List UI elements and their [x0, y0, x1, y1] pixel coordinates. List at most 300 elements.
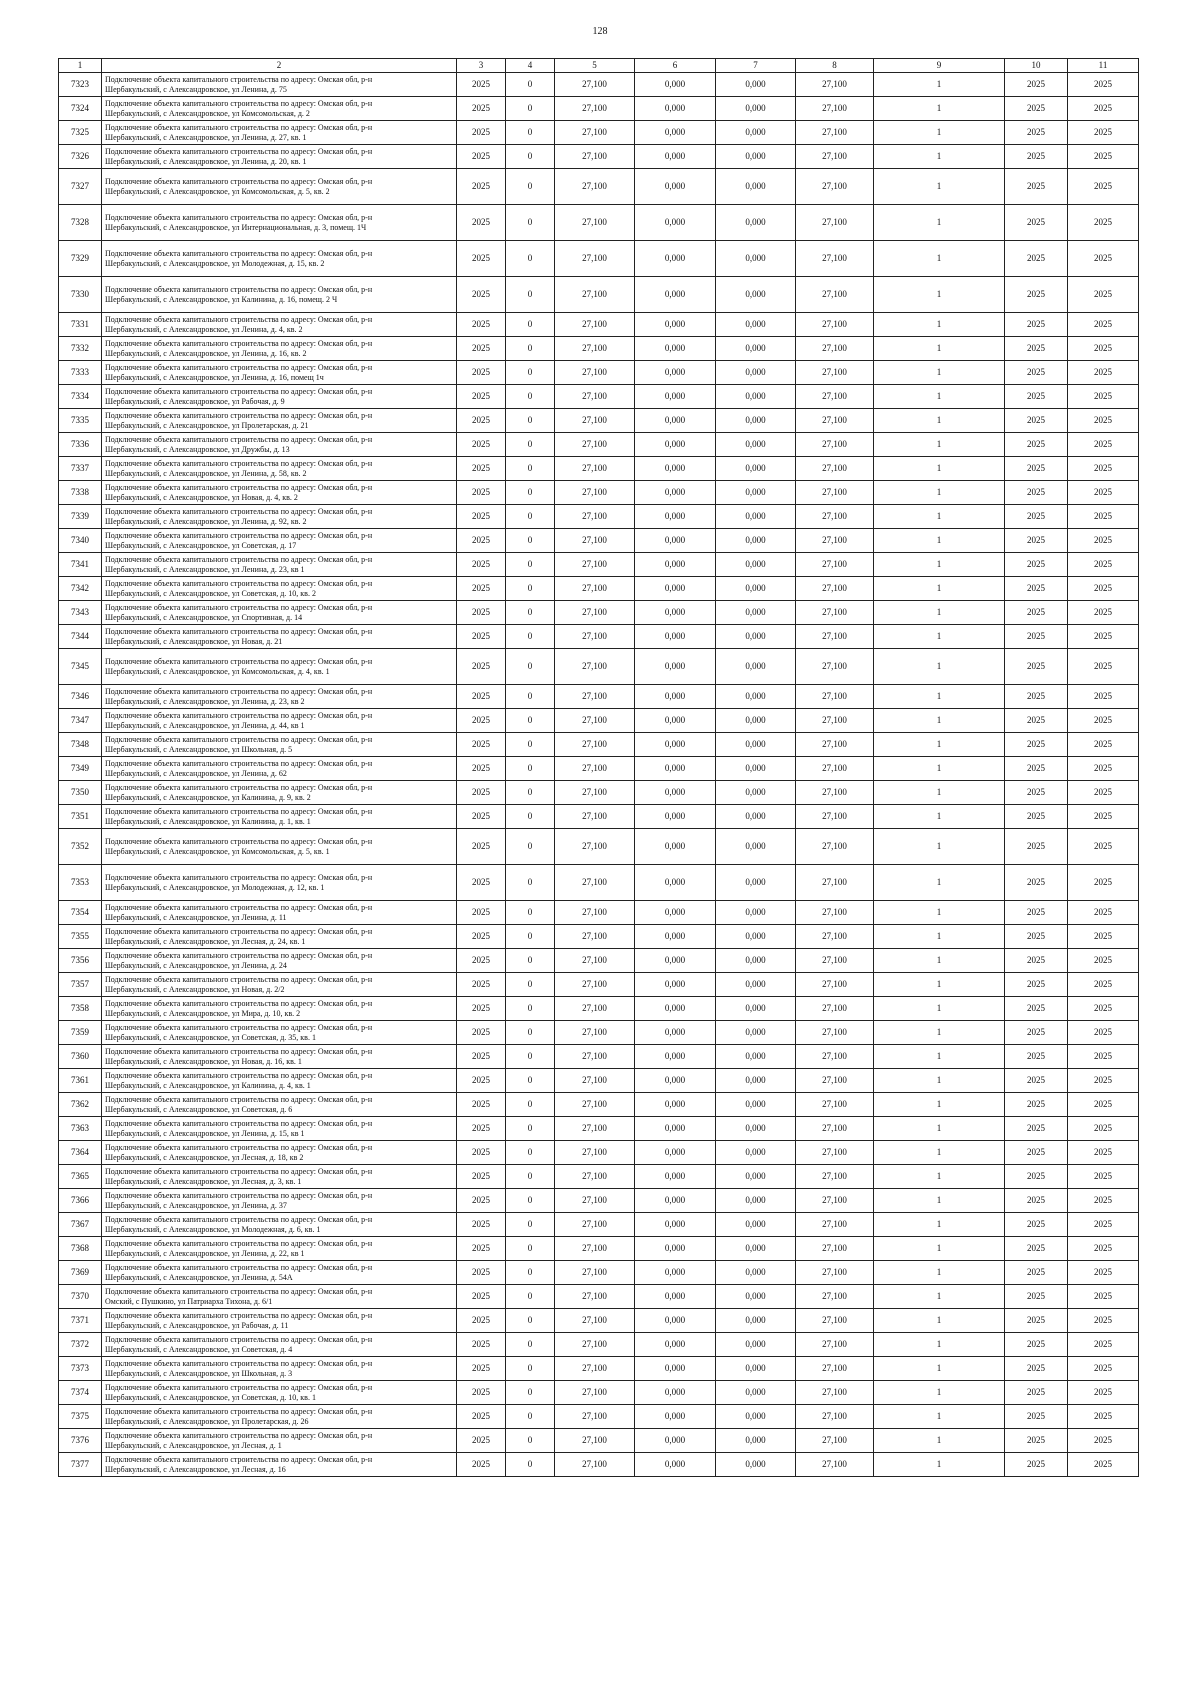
- value-cell-c9: 1: [874, 1093, 1005, 1117]
- value-cell-c3: 2025: [457, 1309, 506, 1333]
- row-number: 7371: [59, 1309, 102, 1333]
- table-row: [59, 973, 1139, 997]
- value-cell-c10: 2025: [1005, 1045, 1068, 1069]
- value-cell-c9: 1: [874, 577, 1005, 601]
- row-number: 7333: [59, 361, 102, 385]
- value-cell-c8: 27,100: [796, 121, 874, 145]
- value-cell-c6: 0,000: [635, 1237, 716, 1261]
- value-cell-c10: 2025: [1005, 709, 1068, 733]
- table-row: [59, 1237, 1139, 1261]
- value-cell-c8: 27,100: [796, 409, 874, 433]
- object-description: Подключение объекта капитального строительства по адресу: Омская обл, р-н Шербакульский, с Александровское, ул Калинина, д. 1, кв. 1: [102, 805, 457, 829]
- value-cell-c6: 0,000: [635, 1405, 716, 1429]
- value-cell-c6: 0,000: [635, 1309, 716, 1333]
- value-cell-c6: 0,000: [635, 1117, 716, 1141]
- table-row: [59, 1453, 1139, 1477]
- value-cell-c7: 0,000: [716, 1261, 796, 1285]
- value-cell-c4: 0: [506, 529, 555, 553]
- value-cell-c5: 27,100: [555, 601, 635, 625]
- table-row: [59, 1069, 1139, 1093]
- value-cell-c9: 1: [874, 1261, 1005, 1285]
- value-cell-c7: 0,000: [716, 1045, 796, 1069]
- value-cell-c8: 27,100: [796, 457, 874, 481]
- value-cell-c4: 0: [506, 1141, 555, 1165]
- value-cell-c5: 27,100: [555, 1429, 635, 1453]
- value-cell-c11: 2025: [1068, 997, 1139, 1021]
- value-cell-c10: 2025: [1005, 805, 1068, 829]
- value-cell-c7: 0,000: [716, 457, 796, 481]
- value-cell-c6: 0,000: [635, 901, 716, 925]
- value-cell-c10: 2025: [1005, 1333, 1068, 1357]
- value-cell-c5: 27,100: [555, 481, 635, 505]
- object-description: Подключение объекта капитального строительства по адресу: Омская обл, р-н Шербакульский, с Александровское, ул Ленина, д. 16, помещ 1ч: [102, 361, 457, 385]
- value-cell-c3: 2025: [457, 313, 506, 337]
- value-cell-c5: 27,100: [555, 949, 635, 973]
- value-cell-c9: 1: [874, 73, 1005, 97]
- value-cell-c11: 2025: [1068, 73, 1139, 97]
- value-cell-c10: 2025: [1005, 901, 1068, 925]
- value-cell-c6: 0,000: [635, 805, 716, 829]
- value-cell-c6: 0,000: [635, 205, 716, 241]
- value-cell-c7: 0,000: [716, 313, 796, 337]
- value-cell-c11: 2025: [1068, 625, 1139, 649]
- value-cell-c4: 0: [506, 433, 555, 457]
- value-cell-c8: 27,100: [796, 1381, 874, 1405]
- value-cell-c11: 2025: [1068, 1285, 1139, 1309]
- object-description: Подключение объекта капитального строительства по адресу: Омская обл, р-н Шербакульский, с Александровское, ул Ленина, д. 54А: [102, 1261, 457, 1285]
- row-number: 7325: [59, 121, 102, 145]
- value-cell-c5: 27,100: [555, 625, 635, 649]
- column-number-row: [59, 59, 1139, 73]
- object-description: Подключение объекта капитального строительства по адресу: Омская обл, р-н Шербакульский, с Александровское, ул Ленина, д. 24: [102, 949, 457, 973]
- value-cell-c3: 2025: [457, 625, 506, 649]
- value-cell-c3: 2025: [457, 1117, 506, 1141]
- value-cell-c6: 0,000: [635, 577, 716, 601]
- value-cell-c9: 1: [874, 1141, 1005, 1165]
- value-cell-c4: 0: [506, 553, 555, 577]
- table-row: [59, 481, 1139, 505]
- value-cell-c7: 0,000: [716, 277, 796, 313]
- object-description: Подключение объекта капитального строительства по адресу: Омская обл, р-н Шербакульский, с Александровское, ул Молодежная, д. 12, кв. 1: [102, 865, 457, 901]
- value-cell-c9: 1: [874, 241, 1005, 277]
- value-cell-c3: 2025: [457, 73, 506, 97]
- value-cell-c8: 27,100: [796, 1453, 874, 1477]
- value-cell-c11: 2025: [1068, 529, 1139, 553]
- value-cell-c7: 0,000: [716, 553, 796, 577]
- row-number: 7350: [59, 781, 102, 805]
- object-description: Подключение объекта капитального строительства по адресу: Омская обл, р-н Шербакульский, с Александровское, ул Ленина, д. 92, кв. 2: [102, 505, 457, 529]
- value-cell-c7: 0,000: [716, 577, 796, 601]
- value-cell-c10: 2025: [1005, 973, 1068, 997]
- value-cell-c5: 27,100: [555, 1069, 635, 1093]
- value-cell-c5: 27,100: [555, 1093, 635, 1117]
- value-cell-c7: 0,000: [716, 361, 796, 385]
- value-cell-c4: 0: [506, 997, 555, 1021]
- value-cell-c6: 0,000: [635, 145, 716, 169]
- value-cell-c11: 2025: [1068, 1189, 1139, 1213]
- value-cell-c10: 2025: [1005, 1453, 1068, 1477]
- column-header: 4: [506, 59, 555, 73]
- row-number: 7354: [59, 901, 102, 925]
- value-cell-c8: 27,100: [796, 1117, 874, 1141]
- value-cell-c9: 1: [874, 1309, 1005, 1333]
- value-cell-c11: 2025: [1068, 1357, 1139, 1381]
- value-cell-c11: 2025: [1068, 1213, 1139, 1237]
- value-cell-c8: 27,100: [796, 1141, 874, 1165]
- object-description: Подключение объекта капитального строительства по адресу: Омская обл, р-н Шербакульский, с Александровское, ул Новая, д. 2/2: [102, 973, 457, 997]
- value-cell-c8: 27,100: [796, 361, 874, 385]
- value-cell-c7: 0,000: [716, 505, 796, 529]
- value-cell-c8: 27,100: [796, 1333, 874, 1357]
- value-cell-c9: 1: [874, 781, 1005, 805]
- value-cell-c5: 27,100: [555, 1333, 635, 1357]
- value-cell-c7: 0,000: [716, 1333, 796, 1357]
- value-cell-c11: 2025: [1068, 121, 1139, 145]
- value-cell-c10: 2025: [1005, 97, 1068, 121]
- value-cell-c3: 2025: [457, 457, 506, 481]
- value-cell-c5: 27,100: [555, 1261, 635, 1285]
- value-cell-c9: 1: [874, 1405, 1005, 1429]
- value-cell-c7: 0,000: [716, 685, 796, 709]
- value-cell-c9: 1: [874, 505, 1005, 529]
- value-cell-c4: 0: [506, 949, 555, 973]
- object-description: Подключение объекта капитального строительства по адресу: Омская обл, р-н Шербакульский, с Александровское, ул Ленина, д. 11: [102, 901, 457, 925]
- row-number: 7324: [59, 97, 102, 121]
- value-cell-c5: 27,100: [555, 241, 635, 277]
- row-number: 7339: [59, 505, 102, 529]
- value-cell-c3: 2025: [457, 1141, 506, 1165]
- value-cell-c6: 0,000: [635, 241, 716, 277]
- value-cell-c4: 0: [506, 205, 555, 241]
- value-cell-c5: 27,100: [555, 169, 635, 205]
- value-cell-c7: 0,000: [716, 1453, 796, 1477]
- value-cell-c6: 0,000: [635, 1333, 716, 1357]
- value-cell-c3: 2025: [457, 685, 506, 709]
- value-cell-c10: 2025: [1005, 1285, 1068, 1309]
- value-cell-c8: 27,100: [796, 973, 874, 997]
- value-cell-c8: 27,100: [796, 649, 874, 685]
- value-cell-c11: 2025: [1068, 733, 1139, 757]
- value-cell-c8: 27,100: [796, 169, 874, 205]
- value-cell-c11: 2025: [1068, 97, 1139, 121]
- value-cell-c6: 0,000: [635, 1045, 716, 1069]
- object-description: Подключение объекта капитального строительства по адресу: Омская обл, р-н Шербакульский, с Александровское, ул Советская, д. 10, кв. 1: [102, 1381, 457, 1405]
- table-row: [59, 1309, 1139, 1333]
- row-number: 7345: [59, 649, 102, 685]
- table-row: [59, 1045, 1139, 1069]
- object-description: Подключение объекта капитального строительства по адресу: Омская обл, р-н Шербакульский, с Александровское, ул Комсомольская, д. 4, кв. 1: [102, 649, 457, 685]
- value-cell-c7: 0,000: [716, 865, 796, 901]
- value-cell-c4: 0: [506, 409, 555, 433]
- table-row: [59, 577, 1139, 601]
- table-row: [59, 457, 1139, 481]
- row-number: 7356: [59, 949, 102, 973]
- row-number: 7373: [59, 1357, 102, 1381]
- value-cell-c10: 2025: [1005, 121, 1068, 145]
- value-cell-c8: 27,100: [796, 1093, 874, 1117]
- value-cell-c11: 2025: [1068, 1117, 1139, 1141]
- value-cell-c7: 0,000: [716, 1237, 796, 1261]
- value-cell-c10: 2025: [1005, 1069, 1068, 1093]
- value-cell-c7: 0,000: [716, 1309, 796, 1333]
- value-cell-c3: 2025: [457, 385, 506, 409]
- value-cell-c3: 2025: [457, 829, 506, 865]
- table-row: [59, 805, 1139, 829]
- value-cell-c10: 2025: [1005, 1381, 1068, 1405]
- value-cell-c8: 27,100: [796, 97, 874, 121]
- table-row: [59, 73, 1139, 97]
- object-description: Подключение объекта капитального строительства по адресу: Омская обл, р-н Шербакульский, с Александровское, ул Ленина, д. 16, кв. 2: [102, 337, 457, 361]
- value-cell-c6: 0,000: [635, 709, 716, 733]
- table-row: [59, 241, 1139, 277]
- value-cell-c8: 27,100: [796, 1357, 874, 1381]
- value-cell-c11: 2025: [1068, 649, 1139, 685]
- value-cell-c7: 0,000: [716, 649, 796, 685]
- table-row: [59, 361, 1139, 385]
- value-cell-c8: 27,100: [796, 205, 874, 241]
- value-cell-c5: 27,100: [555, 313, 635, 337]
- value-cell-c7: 0,000: [716, 781, 796, 805]
- value-cell-c6: 0,000: [635, 481, 716, 505]
- row-number: 7330: [59, 277, 102, 313]
- value-cell-c5: 27,100: [555, 1213, 635, 1237]
- table-row: [59, 1165, 1139, 1189]
- value-cell-c6: 0,000: [635, 973, 716, 997]
- value-cell-c3: 2025: [457, 901, 506, 925]
- value-cell-c9: 1: [874, 361, 1005, 385]
- object-description: Подключение объекта капитального строительства по адресу: Омская обл, р-н Шербакульский, с Александровское, ул Дружбы, д. 13: [102, 433, 457, 457]
- value-cell-c6: 0,000: [635, 1261, 716, 1285]
- row-number: 7377: [59, 1453, 102, 1477]
- value-cell-c11: 2025: [1068, 337, 1139, 361]
- value-cell-c11: 2025: [1068, 1309, 1139, 1333]
- row-number: 7344: [59, 625, 102, 649]
- table-row: [59, 733, 1139, 757]
- value-cell-c10: 2025: [1005, 313, 1068, 337]
- row-number: 7353: [59, 865, 102, 901]
- column-header: 9: [874, 59, 1005, 73]
- value-cell-c10: 2025: [1005, 625, 1068, 649]
- value-cell-c7: 0,000: [716, 829, 796, 865]
- value-cell-c3: 2025: [457, 529, 506, 553]
- value-cell-c10: 2025: [1005, 409, 1068, 433]
- value-cell-c9: 1: [874, 1189, 1005, 1213]
- value-cell-c10: 2025: [1005, 529, 1068, 553]
- value-cell-c9: 1: [874, 649, 1005, 685]
- table-row: [59, 121, 1139, 145]
- table-row: [59, 313, 1139, 337]
- value-cell-c9: 1: [874, 1285, 1005, 1309]
- row-number: 7372: [59, 1333, 102, 1357]
- value-cell-c3: 2025: [457, 577, 506, 601]
- value-cell-c6: 0,000: [635, 1189, 716, 1213]
- object-description: Подключение объекта капитального строительства по адресу: Омская обл, р-н Омский, с Пушкино, ул Патриарха Тихона, д. 6/1: [102, 1285, 457, 1309]
- object-description: Подключение объекта капитального строительства по адресу: Омская обл, р-н Шербакульский, с Александровское, ул Пролетарская, д. 21: [102, 409, 457, 433]
- row-number: 7365: [59, 1165, 102, 1189]
- object-description: Подключение объекта капитального строительства по адресу: Омская обл, р-н Шербакульский, с Александровское, ул Молодежная, д. 15, кв. 2: [102, 241, 457, 277]
- value-cell-c3: 2025: [457, 709, 506, 733]
- object-description: Подключение объекта капитального строительства по адресу: Омская обл, р-н Шербакульский, с Александровское, ул Лесная, д. 3, кв. 1: [102, 1165, 457, 1189]
- value-cell-c9: 1: [874, 1045, 1005, 1069]
- value-cell-c6: 0,000: [635, 685, 716, 709]
- table-row: [59, 709, 1139, 733]
- value-cell-c7: 0,000: [716, 733, 796, 757]
- value-cell-c3: 2025: [457, 805, 506, 829]
- object-description: Подключение объекта капитального строительства по адресу: Омская обл, р-н Шербакульский, с Александровское, ул Комсомольская, д. 2: [102, 97, 457, 121]
- value-cell-c10: 2025: [1005, 1237, 1068, 1261]
- table-row: [59, 337, 1139, 361]
- value-cell-c11: 2025: [1068, 1021, 1139, 1045]
- value-cell-c3: 2025: [457, 1405, 506, 1429]
- object-description: Подключение объекта капитального строительства по адресу: Омская обл, р-н Шербакульский, с Александровское, ул Спортивная, д. 14: [102, 601, 457, 625]
- row-number: 7369: [59, 1261, 102, 1285]
- value-cell-c5: 27,100: [555, 649, 635, 685]
- value-cell-c4: 0: [506, 73, 555, 97]
- value-cell-c5: 27,100: [555, 145, 635, 169]
- value-cell-c10: 2025: [1005, 1213, 1068, 1237]
- column-header: 7: [716, 59, 796, 73]
- value-cell-c11: 2025: [1068, 949, 1139, 973]
- value-cell-c11: 2025: [1068, 805, 1139, 829]
- value-cell-c8: 27,100: [796, 1237, 874, 1261]
- value-cell-c6: 0,000: [635, 1381, 716, 1405]
- object-description: Подключение объекта капитального строительства по адресу: Омская обл, р-н Шербакульский, с Александровское, ул Советская, д. 35, кв. 1: [102, 1021, 457, 1045]
- table-row: [59, 1141, 1139, 1165]
- object-description: Подключение объекта капитального строительства по адресу: Омская обл, р-н Шербакульский, с Александровское, ул Ленина, д. 22, кв 1: [102, 1237, 457, 1261]
- table-row: [59, 757, 1139, 781]
- value-cell-c5: 27,100: [555, 901, 635, 925]
- value-cell-c6: 0,000: [635, 1141, 716, 1165]
- value-cell-c4: 0: [506, 1357, 555, 1381]
- value-cell-c3: 2025: [457, 757, 506, 781]
- value-cell-c11: 2025: [1068, 1261, 1139, 1285]
- object-description: Подключение объекта капитального строительства по адресу: Омская обл, р-н Шербакульский, с Александровское, ул Ленина, д. 27, кв. 1: [102, 121, 457, 145]
- row-number: 7357: [59, 973, 102, 997]
- value-cell-c9: 1: [874, 121, 1005, 145]
- value-cell-c7: 0,000: [716, 1165, 796, 1189]
- value-cell-c7: 0,000: [716, 1429, 796, 1453]
- row-number: 7337: [59, 457, 102, 481]
- value-cell-c6: 0,000: [635, 433, 716, 457]
- value-cell-c11: 2025: [1068, 829, 1139, 865]
- value-cell-c10: 2025: [1005, 205, 1068, 241]
- value-cell-c3: 2025: [457, 205, 506, 241]
- value-cell-c8: 27,100: [796, 385, 874, 409]
- value-cell-c10: 2025: [1005, 997, 1068, 1021]
- row-number: 7361: [59, 1069, 102, 1093]
- value-cell-c7: 0,000: [716, 1213, 796, 1237]
- value-cell-c7: 0,000: [716, 1405, 796, 1429]
- row-number: 7362: [59, 1093, 102, 1117]
- value-cell-c11: 2025: [1068, 1141, 1139, 1165]
- row-number: 7328: [59, 205, 102, 241]
- value-cell-c4: 0: [506, 901, 555, 925]
- value-cell-c10: 2025: [1005, 757, 1068, 781]
- value-cell-c4: 0: [506, 1189, 555, 1213]
- row-number: 7363: [59, 1117, 102, 1141]
- row-number: 7332: [59, 337, 102, 361]
- value-cell-c11: 2025: [1068, 505, 1139, 529]
- value-cell-c10: 2025: [1005, 169, 1068, 205]
- value-cell-c8: 27,100: [796, 1189, 874, 1213]
- value-cell-c7: 0,000: [716, 1189, 796, 1213]
- value-cell-c7: 0,000: [716, 1021, 796, 1045]
- value-cell-c9: 1: [874, 409, 1005, 433]
- value-cell-c9: 1: [874, 1357, 1005, 1381]
- value-cell-c10: 2025: [1005, 1141, 1068, 1165]
- value-cell-c4: 0: [506, 277, 555, 313]
- value-cell-c3: 2025: [457, 781, 506, 805]
- value-cell-c7: 0,000: [716, 529, 796, 553]
- value-cell-c9: 1: [874, 1021, 1005, 1045]
- value-cell-c4: 0: [506, 241, 555, 277]
- value-cell-c4: 0: [506, 97, 555, 121]
- value-cell-c11: 2025: [1068, 1381, 1139, 1405]
- value-cell-c7: 0,000: [716, 241, 796, 277]
- row-number: 7334: [59, 385, 102, 409]
- value-cell-c4: 0: [506, 361, 555, 385]
- value-cell-c4: 0: [506, 1045, 555, 1069]
- value-cell-c10: 2025: [1005, 481, 1068, 505]
- value-cell-c10: 2025: [1005, 733, 1068, 757]
- value-cell-c3: 2025: [457, 145, 506, 169]
- value-cell-c9: 1: [874, 1429, 1005, 1453]
- table-row: [59, 1333, 1139, 1357]
- value-cell-c5: 27,100: [555, 529, 635, 553]
- value-cell-c11: 2025: [1068, 553, 1139, 577]
- value-cell-c11: 2025: [1068, 1165, 1139, 1189]
- value-cell-c9: 1: [874, 1453, 1005, 1477]
- value-cell-c8: 27,100: [796, 997, 874, 1021]
- value-cell-c8: 27,100: [796, 901, 874, 925]
- table-row: [59, 901, 1139, 925]
- value-cell-c5: 27,100: [555, 1381, 635, 1405]
- value-cell-c4: 0: [506, 1093, 555, 1117]
- value-cell-c3: 2025: [457, 1453, 506, 1477]
- value-cell-c10: 2025: [1005, 1021, 1068, 1045]
- row-number: 7347: [59, 709, 102, 733]
- object-description: Подключение объекта капитального строительства по адресу: Омская обл, р-н Шербакульский, с Александровское, ул Советская, д. 6: [102, 1093, 457, 1117]
- value-cell-c11: 2025: [1068, 709, 1139, 733]
- value-cell-c3: 2025: [457, 481, 506, 505]
- value-cell-c6: 0,000: [635, 1357, 716, 1381]
- value-cell-c6: 0,000: [635, 733, 716, 757]
- value-cell-c4: 0: [506, 505, 555, 529]
- value-cell-c3: 2025: [457, 1333, 506, 1357]
- value-cell-c9: 1: [874, 709, 1005, 733]
- value-cell-c7: 0,000: [716, 205, 796, 241]
- value-cell-c11: 2025: [1068, 1045, 1139, 1069]
- value-cell-c7: 0,000: [716, 1381, 796, 1405]
- table-row: [59, 1117, 1139, 1141]
- value-cell-c10: 2025: [1005, 433, 1068, 457]
- table-row: [59, 601, 1139, 625]
- value-cell-c4: 0: [506, 829, 555, 865]
- value-cell-c6: 0,000: [635, 997, 716, 1021]
- value-cell-c5: 27,100: [555, 205, 635, 241]
- value-cell-c3: 2025: [457, 1093, 506, 1117]
- value-cell-c4: 0: [506, 121, 555, 145]
- value-cell-c7: 0,000: [716, 973, 796, 997]
- value-cell-c3: 2025: [457, 1261, 506, 1285]
- value-cell-c8: 27,100: [796, 277, 874, 313]
- value-cell-c8: 27,100: [796, 1405, 874, 1429]
- value-cell-c6: 0,000: [635, 1213, 716, 1237]
- object-description: Подключение объекта капитального строительства по адресу: Омская обл, р-н Шербакульский, с Александровское, ул Школьная, д. 5: [102, 733, 457, 757]
- row-number: 7323: [59, 73, 102, 97]
- value-cell-c11: 2025: [1068, 145, 1139, 169]
- value-cell-c9: 1: [874, 97, 1005, 121]
